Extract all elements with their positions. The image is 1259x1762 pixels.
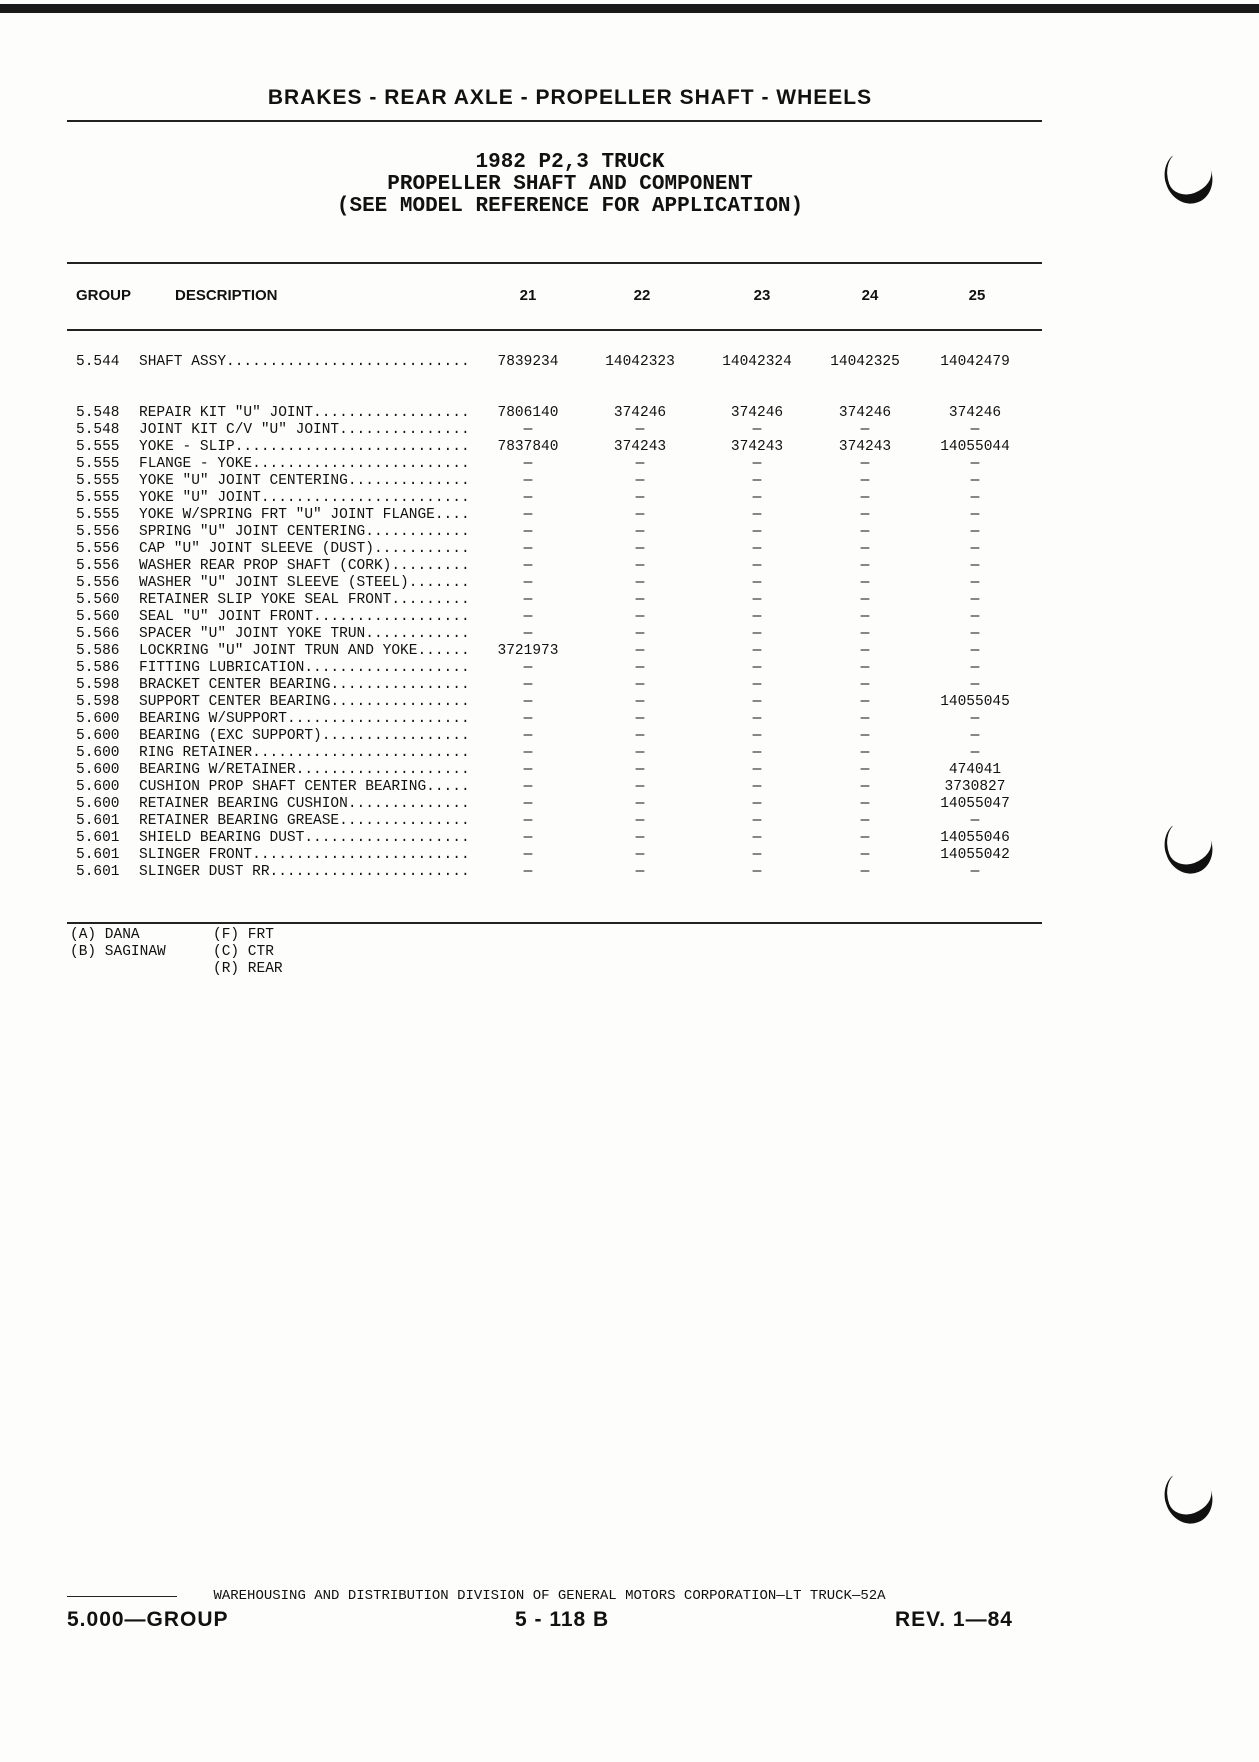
row-description — [139, 456, 474, 473]
row-value-model-21: — — [523, 575, 533, 591]
row-value-model-24: — — [860, 796, 870, 812]
table-header-rule — [67, 329, 1042, 331]
leader-dots: ............ — [365, 626, 470, 642]
row-value-model-21: 7837840 — [497, 439, 559, 455]
row-value-model-24: — — [860, 490, 870, 506]
row-description-text: SHIELD BEARING DUST — [139, 830, 305, 846]
row-value-model-25: 474041 — [948, 762, 1002, 778]
legend-center: (C) CTR — [213, 944, 274, 960]
row-value-model-21: — — [523, 796, 533, 812]
row-group-number: 5.598 — [76, 677, 120, 693]
row-group-number: 5.601 — [76, 830, 120, 846]
row-value-model-21: — — [523, 456, 533, 472]
row-value-model-25: — — [970, 626, 980, 642]
row-description-text: CAP "U" JOINT SLEEVE (DUST) — [139, 541, 374, 557]
row-value-model-22: 374246 — [613, 405, 667, 421]
row-value-model-23: — — [752, 507, 762, 523]
leader-dots: ............... — [339, 813, 470, 829]
leader-dots: ................... — [304, 830, 470, 846]
row-description-text: SHAFT ASSY — [139, 354, 227, 370]
row-value-model-23: — — [752, 609, 762, 625]
row-description — [139, 643, 474, 660]
row-value-model-21: — — [523, 609, 533, 625]
row-value-model-25: — — [970, 558, 980, 574]
row-value-model-22: — — [635, 830, 645, 846]
leader-dots: ................ — [330, 694, 470, 710]
row-value-model-21: — — [523, 558, 533, 574]
row-value-model-24: — — [860, 558, 870, 574]
row-group-number: 5.560 — [76, 609, 120, 625]
row-value-model-23: — — [752, 813, 762, 829]
row-description — [139, 762, 474, 779]
row-value-model-23: 374246 — [730, 405, 784, 421]
row-value-model-23: — — [752, 422, 762, 438]
row-value-model-24: — — [860, 643, 870, 659]
leader-dots: ............ — [365, 524, 470, 540]
row-group-number: 5.600 — [76, 762, 120, 778]
row-value-model-23: — — [752, 473, 762, 489]
legend-saginaw: (B) SAGINAW — [70, 944, 166, 960]
row-description — [139, 745, 474, 762]
leader-dots: ........................ — [260, 490, 470, 506]
row-value-model-25: — — [970, 592, 980, 608]
row-value-model-21: — — [523, 694, 533, 710]
row-value-model-23: — — [752, 864, 762, 880]
legend-right — [213, 927, 283, 978]
row-value-model-22: — — [635, 575, 645, 591]
row-value-model-23: 14042324 — [722, 354, 792, 370]
row-value-model-24: — — [860, 779, 870, 795]
page-header: BRAKES - REAR AXLE - PROPELLER SHAFT - WHEELS — [267, 86, 873, 109]
column-description-header: DESCRIPTION — [175, 287, 278, 304]
row-value-model-24: — — [860, 694, 870, 710]
row-description — [139, 541, 474, 558]
footer-division-line — [67, 1588, 1032, 1604]
row-value-model-25: — — [970, 813, 980, 829]
row-description-text: RING RETAINER — [139, 745, 253, 761]
row-description — [139, 830, 474, 847]
row-description — [139, 507, 474, 524]
row-value-model-24: — — [860, 473, 870, 489]
row-group-number: 5.555 — [76, 456, 120, 472]
row-value-model-25: 14055047 — [940, 796, 1010, 812]
row-value-model-25: — — [970, 524, 980, 540]
row-value-model-25: — — [970, 609, 980, 625]
row-description-text: BRACKET CENTER BEARING — [139, 677, 331, 693]
row-value-model-21: — — [523, 490, 533, 506]
row-description-text: RETAINER BEARING GREASE — [139, 813, 340, 829]
row-value-model-24: — — [860, 660, 870, 676]
row-value-model-21: — — [523, 847, 533, 863]
row-group-number: 5.556 — [76, 541, 120, 557]
row-value-model-23: — — [752, 524, 762, 540]
row-description-text: JOINT KIT C/V "U" JOINT — [139, 422, 340, 438]
row-value-model-24: — — [860, 745, 870, 761]
row-value-model-21: — — [523, 592, 533, 608]
row-description — [139, 779, 474, 796]
row-description-text: YOKE "U" JOINT CENTERING — [139, 473, 348, 489]
leader-dots: .................. — [313, 609, 470, 625]
column-model-21-header: 21 — [519, 287, 537, 304]
row-value-model-21: — — [523, 711, 533, 727]
row-value-model-21: — — [523, 728, 533, 744]
row-value-model-22: — — [635, 728, 645, 744]
row-description — [139, 575, 474, 592]
row-description-text: YOKE W/SPRING FRT "U" JOINT FLANGE — [139, 507, 435, 523]
row-value-model-24: — — [860, 524, 870, 540]
row-description-text: LOCKRING "U" JOINT TRUN AND YOKE — [139, 643, 418, 659]
binder-hole-mark — [1157, 814, 1220, 881]
row-description-text: BEARING W/RETAINER — [139, 762, 296, 778]
column-model-22-header: 22 — [633, 287, 651, 304]
row-value-model-24: — — [860, 813, 870, 829]
binder-hole-mark — [1157, 1464, 1220, 1531]
row-group-number: 5.555 — [76, 507, 120, 523]
row-description-text: BEARING (EXC SUPPORT) — [139, 728, 322, 744]
row-value-model-24: — — [860, 830, 870, 846]
row-value-model-24: — — [860, 677, 870, 693]
row-value-model-23: 374243 — [730, 439, 784, 455]
row-value-model-24: — — [860, 626, 870, 642]
row-value-model-22: — — [635, 660, 645, 676]
row-value-model-22: — — [635, 745, 645, 761]
row-value-model-23: — — [752, 728, 762, 744]
row-value-model-21: — — [523, 626, 533, 642]
column-model-24-header: 24 — [861, 287, 879, 304]
row-description-text: SLINGER DUST RR — [139, 864, 270, 880]
row-group-number: 5.601 — [76, 813, 120, 829]
row-value-model-25: — — [970, 643, 980, 659]
title-line-2: PROPELLER SHAFT AND COMPONENT — [387, 173, 753, 196]
row-value-model-23: — — [752, 762, 762, 778]
row-value-model-25: 374246 — [948, 405, 1002, 421]
row-description — [139, 864, 474, 881]
row-value-model-24: — — [860, 728, 870, 744]
row-description — [139, 660, 474, 677]
row-value-model-22: — — [635, 643, 645, 659]
leader-dots: .............. — [347, 473, 470, 489]
row-description — [139, 524, 474, 541]
row-value-model-22: — — [635, 490, 645, 506]
row-value-model-23: — — [752, 694, 762, 710]
legend-front: (F) FRT — [213, 927, 274, 943]
leader-dots: ......... — [391, 558, 470, 574]
row-value-model-25: 14055044 — [940, 439, 1010, 455]
page-title — [0, 152, 1140, 218]
row-value-model-22: — — [635, 813, 645, 829]
row-value-model-21: 3721973 — [497, 643, 559, 659]
row-value-model-22: — — [635, 796, 645, 812]
row-value-model-24: — — [860, 711, 870, 727]
row-value-model-24: 374243 — [838, 439, 892, 455]
top-border — [0, 4, 1259, 13]
row-value-model-25: — — [970, 711, 980, 727]
row-value-model-25: — — [970, 745, 980, 761]
row-value-model-24: — — [860, 422, 870, 438]
leader-dots: ............... — [339, 422, 470, 438]
table-bottom-rule — [67, 922, 1042, 924]
leader-dots: ................. — [321, 728, 470, 744]
row-group-number: 5.601 — [76, 847, 120, 863]
leader-dots: ........................... — [234, 439, 470, 455]
footer-group: 5.000—GROUP — [67, 1608, 229, 1631]
row-group-number: 5.566 — [76, 626, 120, 642]
legend-rear: (R) REAR — [213, 961, 283, 977]
leader-dots: ....... — [408, 575, 470, 591]
row-group-number: 5.600 — [76, 711, 120, 727]
row-value-model-21: — — [523, 830, 533, 846]
leader-dots: ..... — [426, 779, 470, 795]
row-group-number: 5.556 — [76, 575, 120, 591]
row-value-model-22: — — [635, 847, 645, 863]
row-value-model-22: 14042323 — [605, 354, 675, 370]
leader-dots: .... — [434, 507, 470, 523]
column-group-header: GROUP — [76, 287, 132, 304]
row-group-number: 5.600 — [76, 728, 120, 744]
table-top-rule — [67, 262, 1042, 264]
row-value-model-24: 374246 — [838, 405, 892, 421]
row-value-model-23: — — [752, 745, 762, 761]
row-value-model-23: — — [752, 456, 762, 472]
row-group-number: 5.598 — [76, 694, 120, 710]
row-description-text: YOKE - SLIP — [139, 439, 235, 455]
row-description-text: SEAL "U" JOINT FRONT — [139, 609, 314, 625]
row-description-text: REPAIR KIT "U" JOINT — [139, 405, 314, 421]
row-value-model-22: — — [635, 677, 645, 693]
row-group-number: 5.601 — [76, 864, 120, 880]
row-value-model-23: — — [752, 847, 762, 863]
row-description-text: SPACER "U" JOINT YOKE TRUN — [139, 626, 366, 642]
row-description — [139, 609, 474, 626]
row-value-model-21: — — [523, 745, 533, 761]
row-description — [139, 490, 474, 507]
row-value-model-25: — — [970, 507, 980, 523]
row-group-number: 5.556 — [76, 558, 120, 574]
row-group-number: 5.600 — [76, 745, 120, 761]
row-value-model-21: — — [523, 422, 533, 438]
leader-dots: ......................... — [252, 745, 470, 761]
row-description — [139, 422, 474, 439]
row-value-model-23: — — [752, 626, 762, 642]
row-value-model-21: 7806140 — [497, 405, 559, 421]
row-value-model-22: 374243 — [613, 439, 667, 455]
row-description — [139, 694, 474, 711]
row-group-number: 5.586 — [76, 643, 120, 659]
row-value-model-24: — — [860, 507, 870, 523]
leader-dots: ........... — [373, 541, 470, 557]
row-group-number: 5.548 — [76, 405, 120, 421]
row-group-number: 5.600 — [76, 796, 120, 812]
row-value-model-24: — — [860, 609, 870, 625]
footer-rule-left — [67, 1596, 177, 1597]
row-value-model-24: — — [860, 541, 870, 557]
row-description — [139, 813, 474, 830]
title-line-3: (SEE MODEL REFERENCE FOR APPLICATION) — [336, 195, 804, 218]
row-value-model-22: — — [635, 864, 645, 880]
row-value-model-22: — — [635, 609, 645, 625]
row-value-model-24: — — [860, 456, 870, 472]
row-description — [139, 473, 474, 490]
row-description-text: WASHER "U" JOINT SLEEVE (STEEL) — [139, 575, 409, 591]
row-value-model-21: — — [523, 677, 533, 693]
row-value-model-22: — — [635, 694, 645, 710]
row-value-model-25: — — [970, 473, 980, 489]
leader-dots: .................... — [295, 762, 470, 778]
leader-dots: ......................... — [252, 847, 470, 863]
row-value-model-25: 14055046 — [940, 830, 1010, 846]
row-description — [139, 405, 474, 422]
row-value-model-23: — — [752, 796, 762, 812]
row-value-model-23: — — [752, 541, 762, 557]
row-group-number: 5.544 — [76, 354, 120, 370]
row-description — [139, 354, 474, 371]
leader-dots: .............. — [347, 796, 470, 812]
legend-dana: (A) DANA — [70, 927, 140, 943]
row-value-model-23: — — [752, 643, 762, 659]
row-value-model-22: — — [635, 558, 645, 574]
row-description-text: FITTING LUBRICATION — [139, 660, 305, 676]
row-description — [139, 592, 474, 609]
row-description-text: SUPPORT CENTER BEARING — [139, 694, 331, 710]
row-value-model-23: — — [752, 779, 762, 795]
row-value-model-21: — — [523, 660, 533, 676]
row-description-text: SPRING "U" JOINT CENTERING — [139, 524, 366, 540]
row-value-model-25: 14055045 — [940, 694, 1010, 710]
leader-dots: ......................... — [252, 456, 470, 472]
row-value-model-24: — — [860, 762, 870, 778]
row-value-model-25: 14055042 — [940, 847, 1010, 863]
leader-dots: ................ — [330, 677, 470, 693]
footer-revision: REV. 1—84 — [895, 1608, 1013, 1631]
row-value-model-21: — — [523, 813, 533, 829]
row-description — [139, 677, 474, 694]
row-value-model-25: 14042479 — [940, 354, 1010, 370]
row-group-number: 5.555 — [76, 490, 120, 506]
leader-dots: ..................... — [286, 711, 470, 727]
row-value-model-22: — — [635, 524, 645, 540]
row-description — [139, 728, 474, 745]
title-line-1: 1982 P2,3 TRUCK — [475, 151, 665, 174]
row-value-model-21: — — [523, 473, 533, 489]
leader-dots: ...... — [417, 643, 470, 659]
row-description-text: FLANGE - YOKE — [139, 456, 253, 472]
leader-dots: ....................... — [269, 864, 470, 880]
row-value-model-22: — — [635, 711, 645, 727]
row-value-model-22: — — [635, 779, 645, 795]
row-value-model-25: — — [970, 677, 980, 693]
row-value-model-24: — — [860, 847, 870, 863]
row-value-model-22: — — [635, 473, 645, 489]
row-value-model-24: — — [860, 864, 870, 880]
header-rule — [67, 120, 1042, 122]
row-value-model-21: — — [523, 864, 533, 880]
row-value-model-25: — — [970, 456, 980, 472]
column-model-25-header: 25 — [968, 287, 986, 304]
row-value-model-23: — — [752, 490, 762, 506]
leader-dots: ............................ — [226, 354, 470, 370]
row-value-model-24: — — [860, 575, 870, 591]
row-value-model-22: — — [635, 626, 645, 642]
row-value-model-25: — — [970, 660, 980, 676]
row-value-model-23: — — [752, 558, 762, 574]
row-value-model-22: — — [635, 507, 645, 523]
row-description-text: CUSHION PROP SHAFT CENTER BEARING — [139, 779, 427, 795]
binder-hole-mark — [1157, 144, 1220, 211]
row-value-model-22: — — [635, 762, 645, 778]
row-value-model-21: — — [523, 762, 533, 778]
row-value-model-22: — — [635, 541, 645, 557]
footer-page-number: 5 - 118 B — [515, 1608, 610, 1631]
row-description — [139, 711, 474, 728]
row-value-model-21: — — [523, 779, 533, 795]
legend-left — [70, 927, 166, 961]
row-value-model-21: 7839234 — [497, 354, 559, 370]
row-description-text: WASHER REAR PROP SHAFT (CORK) — [139, 558, 392, 574]
row-value-model-25: — — [970, 490, 980, 506]
row-value-model-24: — — [860, 592, 870, 608]
row-group-number: 5.555 — [76, 439, 120, 455]
row-group-number: 5.586 — [76, 660, 120, 676]
row-value-model-21: — — [523, 541, 533, 557]
row-group-number: 5.600 — [76, 779, 120, 795]
row-value-model-22: — — [635, 592, 645, 608]
row-value-model-23: — — [752, 830, 762, 846]
row-description — [139, 796, 474, 813]
row-value-model-22: — — [635, 456, 645, 472]
row-description — [139, 439, 474, 456]
row-value-model-21: — — [523, 507, 533, 523]
row-value-model-21: — — [523, 524, 533, 540]
row-value-model-23: — — [752, 677, 762, 693]
row-description-text: SLINGER FRONT — [139, 847, 253, 863]
leader-dots: .................. — [313, 405, 470, 421]
row-value-model-23: — — [752, 660, 762, 676]
row-description-text: RETAINER SLIP YOKE SEAL FRONT — [139, 592, 392, 608]
row-value-model-24: 14042325 — [830, 354, 900, 370]
row-group-number: 5.556 — [76, 524, 120, 540]
row-value-model-25: — — [970, 422, 980, 438]
row-value-model-23: — — [752, 711, 762, 727]
row-group-number: 5.555 — [76, 473, 120, 489]
row-description — [139, 626, 474, 643]
row-value-model-25: — — [970, 541, 980, 557]
row-value-model-25: — — [970, 728, 980, 744]
footer-division-text: WAREHOUSING AND DISTRIBUTION DIVISION OF GENERAL MOTORS CORPORATION—LT TRUCK—52A — [213, 1588, 886, 1604]
row-description — [139, 558, 474, 575]
row-value-model-22: — — [635, 422, 645, 438]
row-description — [139, 847, 474, 864]
row-group-number: 5.560 — [76, 592, 120, 608]
row-value-model-23: — — [752, 592, 762, 608]
row-value-model-25: — — [970, 864, 980, 880]
row-description-text: YOKE "U" JOINT — [139, 490, 261, 506]
row-group-number: 5.548 — [76, 422, 120, 438]
row-value-model-25: — — [970, 575, 980, 591]
column-model-23-header: 23 — [753, 287, 771, 304]
row-value-model-25: 3730827 — [944, 779, 1006, 795]
leader-dots: ......... — [391, 592, 470, 608]
leader-dots: ................... — [304, 660, 470, 676]
row-description-text: RETAINER BEARING CUSHION — [139, 796, 348, 812]
row-value-model-23: — — [752, 575, 762, 591]
row-description-text: BEARING W/SUPPORT — [139, 711, 287, 727]
